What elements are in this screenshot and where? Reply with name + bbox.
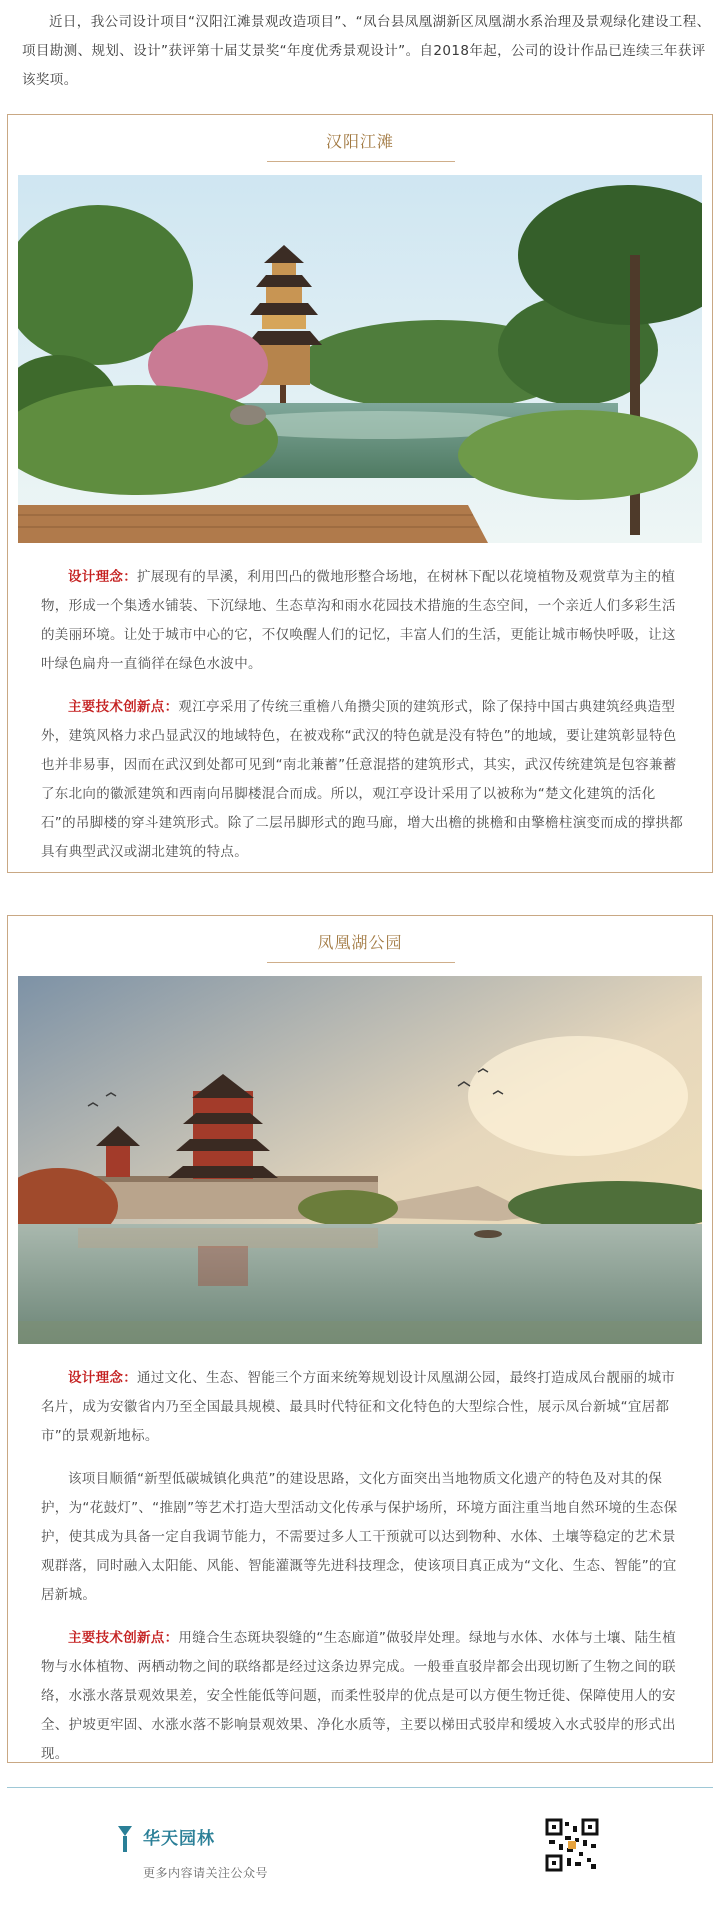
project-title: 汉阳江滩 xyxy=(325,132,394,151)
innovation-text: 用缝合生态斑块裂缝的“生态廊道”做驳岸处理。绿地与水体、水体与土壤、陆生植物与水体植物、两栖动物之间的联络都是经过这条边界完成。一般垂直驳岸都会出现切断了生物之间的联络，水涨水落景观效果差，安全性能低等问题，而柔性驳岸的优点是可以方便生物迁徙、保障使用人的安全、护坡更牢固、水涨水落不影响景观效果、净化水质等，主要以梯田式驳岸和缓坡入水式驳岸的形式出现。 xyxy=(41,1630,676,1762)
project-image-pavilion xyxy=(18,175,702,543)
innovation-label: 主要技术创新点： xyxy=(68,1630,179,1646)
brand-name: 华天园林 xyxy=(143,1829,215,1849)
design-concept-text: 通过文化、生态、智能三个方面来统筹规划设计凤凰湖公园，最终打造成凤台靓丽的城市名片，成为安徽省内乃至全国最具规模、最具时代特征和文化特色的大型综合性，展示凤台新城“宜居都市”的景观新地标。 xyxy=(41,1370,676,1444)
project-card-fenghuang xyxy=(7,915,713,1763)
follow-prompt: 更多内容请关注公众号 xyxy=(143,1866,269,1880)
project-description xyxy=(41,1364,685,1783)
intro-text xyxy=(22,8,712,95)
approach-text: 该项目顺循“新型低碳城镇化典范”的建设思路，文化方面突出当地物质文化遗产的特色及对其的保护，为“花鼓灯”、“推剧”等艺术打造大型活动文化传承与保护场所，环境方面注重当地自然环境的生态保护，使其成为具备一定自我调节能力，不需要过多人工干预就可以达到物种、水体、土壤等稳定的艺术景观群落，同时融入太阳能、风能、智能灌溉等先进科技理念，使该项目真正成为“文化、生态、智能”的宜居新城。 xyxy=(41,1471,678,1603)
approach-paragraph xyxy=(41,1465,685,1610)
innovation-text: 观江亭采用了传统三重檐八角攒尖顶的建筑形式，除了保持中国古典建筑经典造型外，建筑风格力求凸显武汉的地域特色，在被戏称“武汉的特色就是没有特色”的地域，要让建筑彰显特色也并非易事，因而在武汉到处都可见到“南北兼蓄”任意混搭的建筑形式，其实，武汉传统建筑是包容兼蓄了东北向的徽派建筑和西南向吊脚楼混合而成。所以，观江亭设计采用了以被称为“楚文化建筑的活化石”的吊脚楼的穿斗建筑形式。除了二层吊脚形式的跑马廊，增大出檐的挑檐和由擎檐柱演变而成的撑拱都具有典型武汉或湖北建筑的特点。 xyxy=(41,699,684,860)
innovation-paragraph xyxy=(41,1624,685,1769)
project-image-tower-lake xyxy=(18,976,702,1344)
project-card-hanyang xyxy=(7,114,713,873)
design-concept-text: 扩展现有的旱溪，利用凹凸的微地形整合场地，在树林下配以花境植物及观赏草为主的植物，形成一个集透水铺装、下沉绿地、生态草沟和雨水花园技术措施的生态空间，一个亲近人们多彩生活的美丽环境。让处于城市中心的它，不仅唤醒人们的记忆，丰富人们的生活，更能让城市畅快呼吸，让这叶绿色扁舟一直徜徉在绿色水波中。 xyxy=(41,569,676,672)
design-concept-label: 设计理念： xyxy=(68,1370,137,1386)
innovation-label: 主要技术创新点： xyxy=(68,699,179,715)
design-concept-label: 设计理念： xyxy=(68,569,137,585)
project-description xyxy=(41,563,685,881)
brand-logo-icon xyxy=(118,1826,132,1852)
design-concept-paragraph xyxy=(41,563,685,679)
intro-paragraph: 近日，我公司设计项目“汉阳江滩景观改造项目”、“凤台县凤凰湖新区凤凰湖水系治理及景观绿化建设工程、项目勘测、规划、设计”获评第十届艾景奖“年度优秀景观设计”。自2018年起，公司的设计作品已连续三年获评该奖项。 xyxy=(22,14,711,88)
project-title: 凤凰湖公园 xyxy=(317,933,403,952)
title-divider xyxy=(267,161,455,162)
innovation-paragraph xyxy=(41,693,685,867)
design-concept-paragraph xyxy=(41,1364,685,1451)
footer-divider xyxy=(7,1787,713,1788)
title-divider xyxy=(267,962,455,963)
qr-code-icon[interactable] xyxy=(545,1818,599,1872)
